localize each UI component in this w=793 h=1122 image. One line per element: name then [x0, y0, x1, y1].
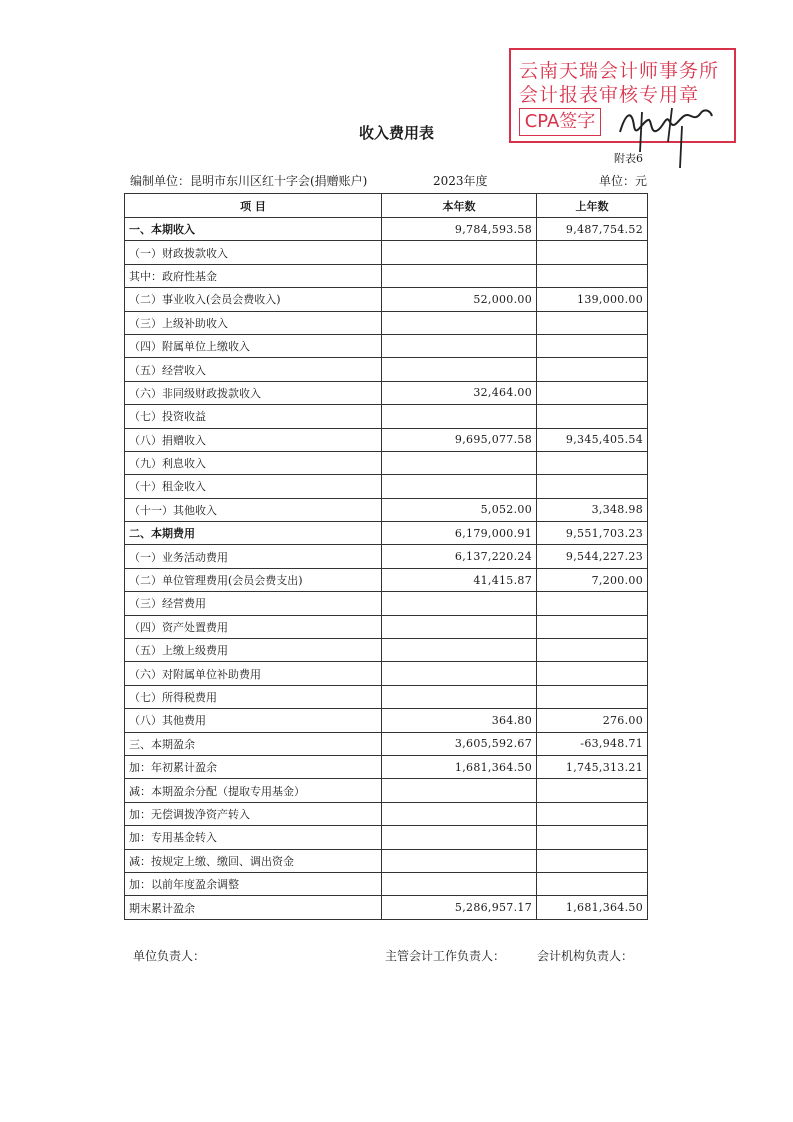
table-row: [125, 826, 648, 849]
prior-year-value: [537, 592, 648, 615]
prior-year-value: [537, 311, 648, 334]
row-label: 减：按规定上缴、缴回、调出资金: [125, 849, 382, 872]
table-row: [125, 639, 648, 662]
table-row: [125, 732, 648, 755]
current-year-value: 5,052.00: [382, 498, 537, 521]
current-year-value: [382, 592, 537, 615]
row-label: 一、本期收入: [125, 218, 382, 241]
row-label: （一）业务活动费用: [125, 545, 382, 568]
prior-year-value: [537, 451, 648, 474]
row-label: （三）上级补助收入: [125, 311, 382, 334]
table-header-row: [125, 194, 648, 218]
table-row: [125, 405, 648, 428]
row-label: （六）非同级财政拨款收入: [125, 381, 382, 404]
prior-year-value: 276.00: [537, 709, 648, 732]
row-label: 加：以前年度盈余调整: [125, 872, 382, 895]
table-row: [125, 288, 648, 311]
table-row: [125, 522, 648, 545]
current-year-value: [382, 849, 537, 872]
row-label: （七）所得税费用: [125, 685, 382, 708]
prior-year-value: 9,345,405.54: [537, 428, 648, 451]
prior-year-value: [537, 872, 648, 895]
current-year-value: [382, 872, 537, 895]
table-row: [125, 428, 648, 451]
row-label: （九）利息收入: [125, 451, 382, 474]
row-label: （五）经营收入: [125, 358, 382, 381]
row-label: （六）对附属单位补助费用: [125, 662, 382, 685]
row-label: 加：无偿调拨净资产转入: [125, 802, 382, 825]
accounting-head-signature-line: 主管会计工作负责人：: [385, 949, 506, 963]
reporting-unit: 编制单位：昆明市东川区红十字会(捐赠账户): [130, 174, 368, 188]
row-label: 三、本期盈余: [125, 732, 382, 755]
prior-year-value: 1,681,364.50: [537, 896, 648, 919]
header-prior-year: 上年数: [537, 194, 648, 218]
current-year-value: [382, 241, 537, 264]
prior-year-value: [537, 334, 648, 357]
table-row: [125, 592, 648, 615]
table-row: [125, 475, 648, 498]
current-year-value: 364.80: [382, 709, 537, 732]
table-row: [125, 709, 648, 732]
row-label: （四）附属单位上缴收入: [125, 334, 382, 357]
current-year-value: [382, 475, 537, 498]
prior-year-value: [537, 381, 648, 404]
table-row: [125, 779, 648, 802]
table-row: [125, 334, 648, 357]
table-row: [125, 451, 648, 474]
prior-year-value: 9,551,703.23: [537, 522, 648, 545]
prior-year-value: -63,948.71: [537, 732, 648, 755]
current-year-value: 9,695,077.58: [382, 428, 537, 451]
attachment-label: 附表6: [614, 152, 643, 165]
stamp-cpa-label: CPA签字: [519, 108, 601, 136]
table-row: [125, 218, 648, 241]
table-row: [125, 545, 648, 568]
current-year-value: [382, 615, 537, 638]
currency-unit: 单位：元: [599, 174, 648, 188]
current-year-value: 5,286,957.17: [382, 896, 537, 919]
row-label: 减：本期盈余分配（提取专用基金）: [125, 779, 382, 802]
row-label: （十一）其他收入: [125, 498, 382, 521]
table-row: [125, 872, 648, 895]
table-row: [125, 568, 648, 591]
prior-year-value: 7,200.00: [537, 568, 648, 591]
current-year-value: 3,605,592.67: [382, 732, 537, 755]
prior-year-value: 139,000.00: [537, 288, 648, 311]
prior-year-value: 1,745,313.21: [537, 755, 648, 778]
table-row: [125, 685, 648, 708]
prior-year-value: 9,487,754.52: [537, 218, 648, 241]
row-label: 加：专用基金转入: [125, 826, 382, 849]
prior-year-value: [537, 405, 648, 428]
income-expense-table: [124, 193, 648, 920]
row-label: 加：年初累计盈余: [125, 755, 382, 778]
current-year-value: [382, 451, 537, 474]
accounting-org-head-signature-line: 会计机构负责人：: [537, 949, 634, 963]
current-year-value: 6,137,220.24: [382, 545, 537, 568]
prior-year-value: [537, 639, 648, 662]
current-year-value: 41,415.87: [382, 568, 537, 591]
prior-year-value: [537, 264, 648, 287]
row-label: （一）财政拨款收入: [125, 241, 382, 264]
current-year-value: 9,784,593.58: [382, 218, 537, 241]
table-row: [125, 615, 648, 638]
stamp-seal-purpose: 会计报表审核专用章: [519, 84, 700, 106]
report-year: 2023年度: [433, 174, 488, 188]
current-year-value: 1,681,364.50: [382, 755, 537, 778]
page-title: 收入费用表: [358, 124, 434, 142]
table-row: [125, 358, 648, 381]
prior-year-value: [537, 475, 648, 498]
current-year-value: [382, 779, 537, 802]
prior-year-value: [537, 241, 648, 264]
row-label: 期末累计盈余: [125, 896, 382, 919]
current-year-value: [382, 311, 537, 334]
prior-year-value: [537, 358, 648, 381]
current-year-value: [382, 334, 537, 357]
prior-year-value: [537, 826, 648, 849]
table-row: [125, 896, 648, 919]
current-year-value: [382, 264, 537, 287]
prior-year-value: 9,544,227.23: [537, 545, 648, 568]
table-row: [125, 381, 648, 404]
header-current-year: 本年数: [382, 194, 537, 218]
current-year-value: [382, 826, 537, 849]
table-row: [125, 802, 648, 825]
header-item: 项 目: [125, 194, 382, 218]
row-label: （四）资产处置费用: [125, 615, 382, 638]
table-row: [125, 755, 648, 778]
row-label: （五）上缴上级费用: [125, 639, 382, 662]
unit-head-signature-line: 单位负责人：: [133, 949, 206, 963]
current-year-value: 52,000.00: [382, 288, 537, 311]
row-label: （二）事业收入(会员会费收入): [125, 288, 382, 311]
row-label: （三）经营费用: [125, 592, 382, 615]
prior-year-value: 3,348.98: [537, 498, 648, 521]
prior-year-value: [537, 662, 648, 685]
table-row: [125, 311, 648, 334]
current-year-value: 6,179,000.91: [382, 522, 537, 545]
table-row: [125, 849, 648, 872]
prior-year-value: [537, 615, 648, 638]
prior-year-value: [537, 849, 648, 872]
current-year-value: [382, 685, 537, 708]
current-year-value: [382, 639, 537, 662]
current-year-value: 32,464.00: [382, 381, 537, 404]
stamp-firm-name: 云南天瑞会计师事务所: [519, 60, 720, 82]
row-label: （七）投资收益: [125, 405, 382, 428]
current-year-value: [382, 405, 537, 428]
row-label: 其中：政府性基金: [125, 264, 382, 287]
table-row: [125, 264, 648, 287]
row-label: （八）捐赠收入: [125, 428, 382, 451]
prior-year-value: [537, 685, 648, 708]
table-row: [125, 662, 648, 685]
row-label: 二、本期费用: [125, 522, 382, 545]
prior-year-value: [537, 779, 648, 802]
current-year-value: [382, 802, 537, 825]
table-row: [125, 498, 648, 521]
table-row: [125, 241, 648, 264]
current-year-value: [382, 662, 537, 685]
prior-year-value: [537, 802, 648, 825]
row-label: （八）其他费用: [125, 709, 382, 732]
row-label: （二）单位管理费用(会员会费支出): [125, 568, 382, 591]
row-label: （十）租金收入: [125, 475, 382, 498]
current-year-value: [382, 358, 537, 381]
